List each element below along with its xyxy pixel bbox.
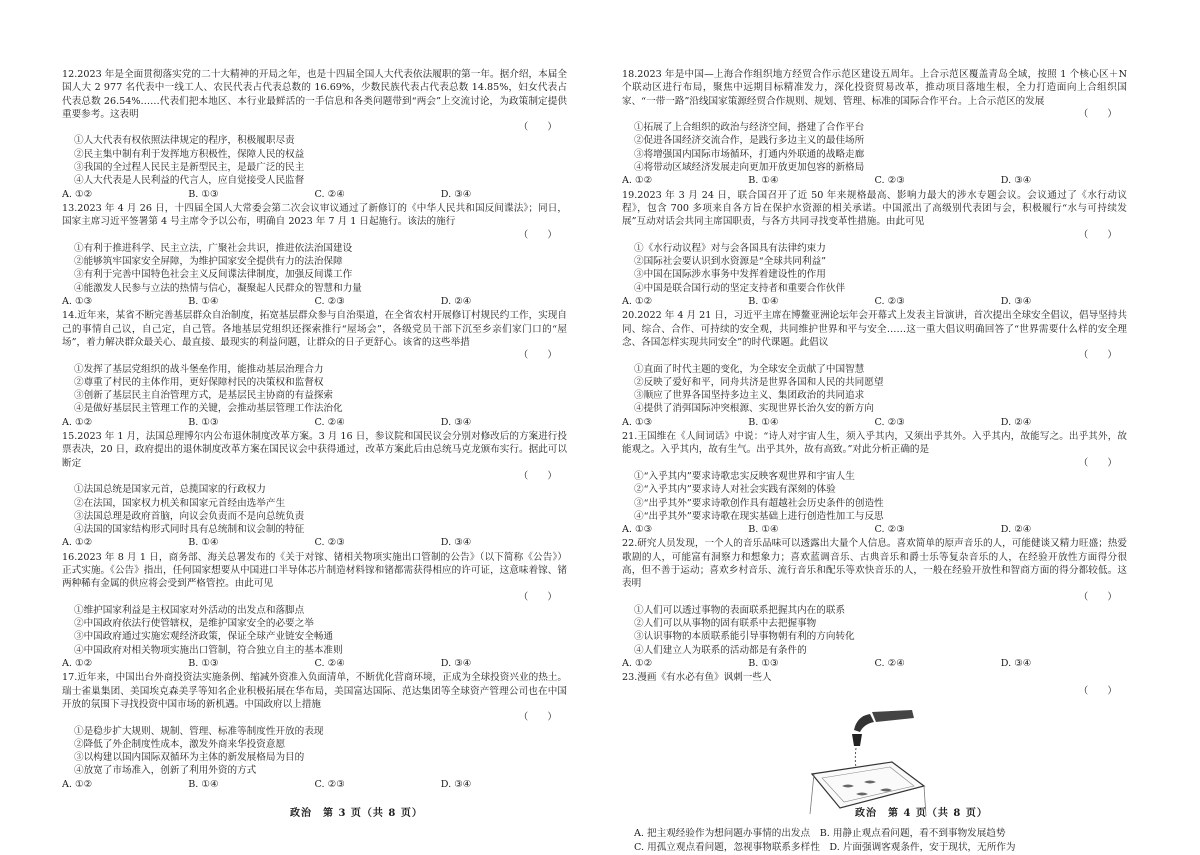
statement: ④提供了消弭国际冲突根源、实现世界长治久安的新方向 <box>634 403 874 415</box>
question-15 <box>62 430 567 550</box>
answer-bracket: （ ） <box>1078 457 1117 469</box>
choice-c: C. ②④ <box>874 658 905 670</box>
statement: ④法国的国家结构形式同时具有总统制和议会制的特征 <box>74 524 305 536</box>
statement: ②尊重了村民的主体作用，更好保障村民的决策权和监督权 <box>74 376 324 388</box>
choice-a: A. ①③ <box>622 416 653 428</box>
question-stem: 18.2023 年是中国—上海合作组织地方经贸合作示范区建设五周年。上合示范区覆盖青岛全域，按照 1 个核心区＋N 个联动区进行布局，聚焦中远期目标精准发力，深化投资贸易改革，推动项目落地生根，全力打造面向上合组织国家、“一带一路”沿线国家策源经贸合作规则、规划、管理、标准的国际合作平台。上合示范区的发展 <box>622 69 1127 107</box>
choice-b: B. ①③ <box>188 416 219 428</box>
question-22 <box>622 537 1127 670</box>
choice-c: C. ②③ <box>874 416 905 428</box>
statement: ③创新了基层民主自治管理方式，是基层民主协商的有益探索 <box>74 390 334 402</box>
answer-bracket: （ ） <box>1078 350 1117 362</box>
answer-choices <box>622 523 1127 536</box>
answer-line: A. 把主观经验作为想问题办事情的出发点 B. 用静止观点看问题，看不到事物发展趋势 <box>634 828 1006 840</box>
question-stem: 23.漫画《有水必有鱼》讽刺一些人 <box>622 672 772 684</box>
statement: ④“出乎其外”要求诗歌在现实基础上进行创造性加工与反思 <box>634 510 884 522</box>
statement: ④是做好基层民主管理工作的关键，会推动基层管理工作法治化 <box>74 403 343 415</box>
choice-a: A. ①② <box>62 658 93 670</box>
question-stem: 17.近年来，中国出台外商投资法实施条例、缩减外资准入负面清单，不断优化营商环境，正成为全球投资兴业的热土。瑞士雀巢集团、美国埃克森美孚等知名企业积极拓展在华布局，美国富达国际、范达集团等全球资产管理公司也在中国开放的氛围下寻找投资中国市场的新机遇。中国政府以上措施 <box>62 672 567 710</box>
statement: ④能激发人民参与立法的热情与信心，凝聚起人民群众的智慧和力量 <box>74 282 362 294</box>
statement: ③我国的全过程人民民主是新型民主，是最广泛的民主 <box>74 162 305 174</box>
question-stem: 12.2023 年是全面贯彻落实党的二十大精神的开局之年，也是十四届全国人大代表依法履职的第一年。据介绍，本届全国人大 2 977 名代表中一线工人、农民代表占代表总数的 16.69%，少数民族代表占代表总数 14.85%，妇女代表占代表总数 26.54%……代表们把本地区、本行业最鲜活的一手信息和各类问题带到“两会”上交流讨论，为政策制定提供重要参考。这表明 <box>62 69 567 120</box>
statement: ③顺应了世界各国坚持多边主义、集团政治的共同追求 <box>634 390 865 402</box>
answer-bracket: （ ） <box>1078 108 1117 120</box>
question-stem: 16.2023 年 8 月 1 日，商务部、海关总署发布的《关于对镓、锗相关物项实施出口管制的公告》（以下简称《公告》）正式实施。《公告》指出，任何国家想要从中国进口半导体芯片制造材料镓和锗都需获得相应的许可证，这意味着镓、锗两种稀有金属的供应将会受到严格管控。由此可见 <box>62 551 567 590</box>
choice-d: D. ③④ <box>1000 296 1032 308</box>
choice-a: A. ①③ <box>62 296 93 308</box>
statement: ①《水行动议程》对与会各国具有法律约束力 <box>634 242 826 254</box>
statement: ①发挥了基层党组织的战斗堡垒作用，能推动基层治理合力 <box>74 363 324 375</box>
statement: ①有利于推进科学、民主立法，广聚社会共识，推进依法治国建设 <box>74 242 353 254</box>
question-13 <box>62 202 567 308</box>
choice-b: B. ①④ <box>188 537 219 549</box>
answer-choices <box>622 657 1127 670</box>
statement: ③中国政府通过实施宏观经济政策，保证全球产业链安全畅通 <box>74 631 334 643</box>
statement: ②促进各国经济交流合作，是践行多边主义的最佳场所 <box>634 135 865 147</box>
statement: ①维护国家利益是主权国家对外活动的出发点和落脚点 <box>74 604 305 616</box>
question-12 <box>62 68 567 201</box>
question-stem: 20.2022 年 4 月 21 日，习近平主席在博鳌亚洲论坛年会开幕式上发表主旨演讲，首次提出全球安全倡议，倡导坚持共同、综合、合作、可持续的安全观，共同维护世界和平与安全……这一重大倡议明确回答了“世界需要什么样的安全理念、各国怎样实现共同安全”的时代课题。此倡议 <box>622 310 1127 348</box>
answer-choices <box>62 536 567 549</box>
choice-a: A. ①② <box>62 778 93 790</box>
choice-d: D. ②④ <box>1000 524 1032 536</box>
answer-bracket: （ ） <box>518 122 557 134</box>
answer-bracket: （ ） <box>1078 229 1117 241</box>
question-stem: 13.2023 年 4 月 26 日，十四届全国人大常委会第二次会议审议通过了新修订的《中华人民共和国反间谍法》；同日，国家主席习近平签署第 4 号主席令予以公布，明确自 2023 年 7 月 1 日起施行。该法的施行 <box>62 202 567 228</box>
statement: ③有利于完善中国特色社会主义反间谍法律制度，加强反间谍工作 <box>74 269 353 281</box>
choice-d: D. ③④ <box>440 658 472 670</box>
answer-bracket: （ ） <box>518 591 557 603</box>
question-20 <box>622 309 1127 429</box>
answer-bracket: （ ） <box>518 470 557 482</box>
answer-choices <box>622 295 1127 308</box>
page-footer-left: 政治 第 3 页（共 8 页） <box>290 808 423 819</box>
choice-c: C. ②③ <box>314 537 345 549</box>
left-column <box>62 68 567 792</box>
statement: ③“出乎其外”要求诗歌创作具有超越社会历史条件的创造性 <box>634 497 884 509</box>
choice-a: A. ①② <box>62 416 93 428</box>
answer-choices <box>622 416 1127 429</box>
statement: ②国际社会要认识到水资源是“全球共同利益” <box>634 256 827 268</box>
statement: ②降低了外企制度性成本，激发外商来华投资意愿 <box>74 738 286 750</box>
answer-bracket: （ ） <box>518 350 557 362</box>
choice-b: B. ①④ <box>748 416 779 428</box>
choice-c: C. ②③ <box>874 175 905 187</box>
choice-d: D. ②④ <box>440 296 472 308</box>
choice-a: A. ①② <box>62 188 93 200</box>
choice-d: D. ③④ <box>440 188 472 200</box>
choice-b: B. ①③ <box>748 658 779 670</box>
choice-d: D. ③④ <box>440 537 472 549</box>
choice-c: C. ②④ <box>314 416 345 428</box>
question-14 <box>62 309 567 429</box>
statement: ③中国在国际涉水事务中发挥着建设性的作用 <box>634 269 826 281</box>
statement: ③将增强国内国际市场循环，打通内外联通的战略走廊 <box>634 148 865 160</box>
statement: ②民主集中制有利于发挥地方积极性，保障人民的权益 <box>74 148 305 160</box>
statement: ①法国总统是国家元首，总揽国家的行政权力 <box>74 484 266 496</box>
statement: ①拓展了上合组织的政治与经济空间，搭建了合作平台 <box>634 122 865 134</box>
choice-b: B. ①④ <box>748 296 779 308</box>
statement: ④中国是联合国行动的坚定支持者和重要合作伙伴 <box>634 282 846 294</box>
question-19 <box>622 189 1127 309</box>
answer-choices <box>62 188 567 201</box>
question-23 <box>622 671 1127 853</box>
choice-d: D. ③④ <box>1000 175 1032 187</box>
right-column <box>622 68 1127 855</box>
answer-bracket: （ ） <box>518 229 557 241</box>
question-stem: 19.2023 年 3 月 24 日，联合国召开了近 50 年来规格最高、影响力最大的涉水专题会议。会议通过了《水行动议程》，包含 700 多项来自各方旨在保护水资源的相关承诺。中国派出了高级别代表团与会，积极履行“水与可持续发展”互动对话会共同主席国职责，与各方共同寻找变革性措施。由此可见 <box>622 189 1127 228</box>
choice-a: A. ①② <box>622 296 653 308</box>
answer-choices <box>62 657 567 670</box>
statement: ④人们建立人为联系的活动都是有条件的 <box>634 644 807 656</box>
answer-line: C. 用孤立观点看问题，忽视事物联系多样性 D. 片面强调客观条件，安于现状，无所作为 <box>634 841 1016 853</box>
choice-d: D. ③④ <box>1000 658 1032 670</box>
choice-c: C. ②④ <box>314 658 345 670</box>
statement: ②中国政府依法行使管辖权，是维护国家安全的必要之举 <box>74 618 314 630</box>
choice-c: C. ②③ <box>314 296 345 308</box>
choice-a: A. ①② <box>62 537 93 549</box>
choice-b: B. ①③ <box>188 658 219 670</box>
statement: ①人大代表有权依照法律规定的程序，积极履职尽责 <box>74 135 295 147</box>
statement: ②能够筑牢国家安全屏障，为维护国家安全提供有力的法治保障 <box>74 256 343 268</box>
statement: ③认识事物的本质联系能引导事物朝有利的方向转化 <box>634 631 855 643</box>
choice-a: A. ①② <box>622 175 653 187</box>
choice-b: B. ①③ <box>188 188 219 200</box>
answer-bracket: （ ） <box>518 712 557 724</box>
statement: ③以构建以国内国际双循环为主体的新发展格局为目的 <box>74 752 305 764</box>
question-18 <box>622 68 1127 188</box>
choice-c: C. ②③ <box>874 296 905 308</box>
question-stem: 21.王国维在《人间词话》中说：“诗人对宇宙人生，须入乎其内，又须出乎其外。入乎其内，故能写之。出乎其外，故能观之。入乎其内，故有生气。出乎其外，故有高致。”对此分析正确的是 <box>622 431 1127 456</box>
choice-c: C. ②④ <box>314 188 345 200</box>
answer-choices <box>622 174 1127 187</box>
statement: ①“入乎其内”要求诗歌忠实反映客观世界和宇宙人生 <box>634 470 855 482</box>
choice-b: B. ①④ <box>748 524 779 536</box>
choice-a: A. ①③ <box>622 524 653 536</box>
statement: ④放宽了市场准入，创新了利用外资的方式 <box>74 765 257 777</box>
choice-b: B. ①④ <box>188 296 219 308</box>
choice-d: D. ③④ <box>440 778 472 790</box>
statement: ④人大代表是人民利益的代言人，应自觉接受人民监督 <box>74 175 305 187</box>
answer-choices <box>62 416 567 429</box>
question-stem: 14.近年来，某省不断完善基层群众自治制度，拓宽基层群众参与自治渠道，在全省农村开展修订村规民约工作，实现自己的事情自己议，自己定，自己管。各地基层党组织还探索推行“屋场会”，各级党员干部下沉至乡亲们家门口的“屋场”，着力解决群众最关心、最直接、最现实的利益问题，让群众的日子更舒心。该省的这些举措 <box>62 310 567 348</box>
statement: ②“入乎其内”要求诗人对社会实践有深刻的体验 <box>634 484 836 496</box>
statement: ②在法国，国家权力机关和国家元首经由选举产生 <box>74 497 286 509</box>
answer-bracket: （ ） <box>1078 685 1117 697</box>
choice-c: C. ②③ <box>314 778 345 790</box>
choice-b: B. ①④ <box>748 175 779 187</box>
page-footer-right: 政治 第 4 页（共 8 页） <box>855 808 988 819</box>
question-stem: 15.2023 年 1 月，法国总理博尔内公布退休制度改革方案。3 月 16 日，参议院和国民议会分别对修改后的方案进行投票表决，20 日，政府提出的退休制度改革方案在国民议会中获得通过，改革方案此后由总统马克龙颁布实行。据此可以断定 <box>62 431 567 469</box>
statement: ②反映了爱好和平，同舟共济是世界各国和人民的共同愿望 <box>634 376 884 388</box>
question-21 <box>622 430 1127 536</box>
statement: ④将带动区域经济发展走向更加开放更加包容的新格局 <box>634 162 865 174</box>
statement: ④中国政府对相关物项实施出口管制，符合独立自主的基本准则 <box>74 644 343 656</box>
statement: ①是稳步扩大规则、规制、管理、标准等制度性开放的表现 <box>74 725 324 737</box>
question-16 <box>62 551 567 671</box>
choice-d: D. ③④ <box>440 416 472 428</box>
choice-d: D. ②④ <box>1000 416 1032 428</box>
question-stem: 22.研究人员发现，一个人的音乐品味可以透露出大量个人信息。喜欢简单的原声音乐的人，可能健谈又精力旺盛；热爱歌剧的人，可能富有洞察力和想象力；喜欢蓝调音乐、古典音乐和爵士乐等复杂音乐的人，在经验开放性方面得分很高，但不善于运动；喜欢乡村音乐、流行音乐和配乐等欢快音乐的人，一般在经验开放性和智商方面的得分都较低。这表明 <box>622 538 1127 590</box>
statement: ③法国总理是政府首脑，向议会负责而不是向总统负责 <box>74 510 305 522</box>
choice-c: C. ②③ <box>874 524 905 536</box>
choice-a: A. ①② <box>622 658 653 670</box>
answer-choices <box>62 778 567 791</box>
question-17 <box>62 671 567 791</box>
statement: ①直面了时代主题的变化，为全球安全贡献了中国智慧 <box>634 363 865 375</box>
answer-bracket: （ ） <box>1078 591 1117 603</box>
statement: ①人们可以透过事物的表面联系把握其内在的联系 <box>634 604 846 616</box>
cartoon-faucet-basin <box>802 704 932 819</box>
statement: ②人们可以从事物的固有联系中去把握事物 <box>634 618 817 630</box>
choice-b: B. ①④ <box>188 778 219 790</box>
answer-choices <box>62 295 567 308</box>
